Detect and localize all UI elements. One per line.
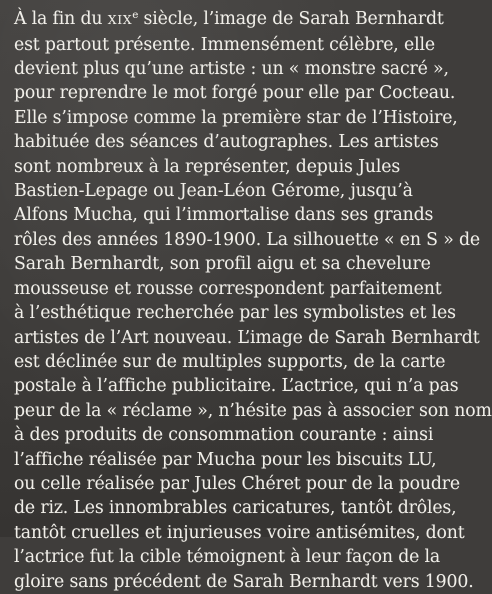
text-line — [14, 374, 459, 398]
text-segment: Alfons Mucha, qui l’immortalise dans ses grands — [14, 205, 434, 226]
text-segment: À la fin du — [14, 9, 108, 30]
text-line — [14, 448, 437, 472]
text-segment: est déclinée sur de multiples supports, de la carte — [14, 351, 446, 372]
text-line — [14, 423, 434, 447]
text-line — [14, 545, 441, 569]
text-segment: habituée des séances d’autographes. Les artistes — [14, 132, 439, 153]
text-line — [14, 33, 435, 57]
text-segment: devient plus qu’une artiste : un « monstre sacré », — [14, 59, 449, 80]
text-line — [14, 301, 456, 325]
text-segment: à l’esthétique recherchée par les symbolistes et les — [14, 303, 456, 324]
text-line — [14, 350, 446, 374]
superscript-text: e — [132, 9, 139, 21]
text-segment: à des produits de consommation courante : ainsi — [14, 425, 434, 446]
text-segment: l’affiche réalisée par Mucha pour les biscuits LU, — [14, 449, 437, 470]
text-segment: l’actrice fut la cible témoignent à leur façon de la — [14, 547, 441, 568]
text-line — [14, 472, 460, 496]
text-line — [14, 130, 439, 154]
text-segment: siècle, l’image de Sarah Bernhardt — [138, 9, 444, 30]
text-segment: peur de la « réclame », n’hésite pas à associer son nom — [14, 400, 492, 421]
small-caps-text: XIX — [107, 12, 133, 28]
text-line — [14, 399, 492, 423]
text-segment: pour reprendre le mot forgé pour elle par Cocteau. — [14, 83, 456, 104]
text-line — [14, 496, 457, 520]
text-segment: Elle s’impose comme la première star de l’Histoire, — [14, 107, 458, 128]
text-line — [14, 106, 458, 130]
text-line — [14, 203, 434, 227]
text-segment: ou celle réalisée par Jules Chéret pour de la poudre — [14, 473, 460, 494]
text-segment: Bastien-Lepage ou Jean-Léon Gérome, jusqu’à — [14, 181, 413, 202]
text-line — [14, 57, 449, 81]
text-line — [14, 228, 480, 252]
text-segment: sont nombreux à la représenter, depuis Jules — [14, 156, 401, 177]
text-line — [14, 277, 442, 301]
text-line — [14, 155, 401, 179]
text-segment: rôles des années 1890-1900. La silhouette « en S » de — [14, 229, 480, 250]
exhibition-text — [14, 3, 492, 594]
text-segment: tantôt cruelles et injurieuses voire antisémites, dont — [14, 522, 465, 543]
text-segment: mousseuse et rousse correspondent parfaitement — [14, 278, 442, 299]
text-line — [14, 521, 465, 545]
text-segment: postale à l’affiche publicitaire. L’actrice, qui n’a pas — [14, 376, 459, 397]
text-line — [14, 179, 413, 203]
text-segment: gloire sans précédent de Sarah Bernhardt vers 1900. — [14, 571, 474, 592]
text-line — [14, 326, 480, 350]
text-segment: artistes de l’Art nouveau. L’image de Sarah Bernhardt — [14, 327, 480, 348]
text-line — [14, 81, 456, 105]
text-segment: est partout présente. Immensément célèbre, elle — [14, 34, 435, 55]
text-segment: de riz. Les innombrables caricatures, tantôt drôles, — [14, 498, 457, 519]
text-segment: Sarah Bernhardt, son profil aigu et sa chevelure — [14, 254, 431, 275]
text-line — [14, 570, 474, 594]
text-line — [14, 252, 431, 276]
text-line — [14, 3, 444, 33]
